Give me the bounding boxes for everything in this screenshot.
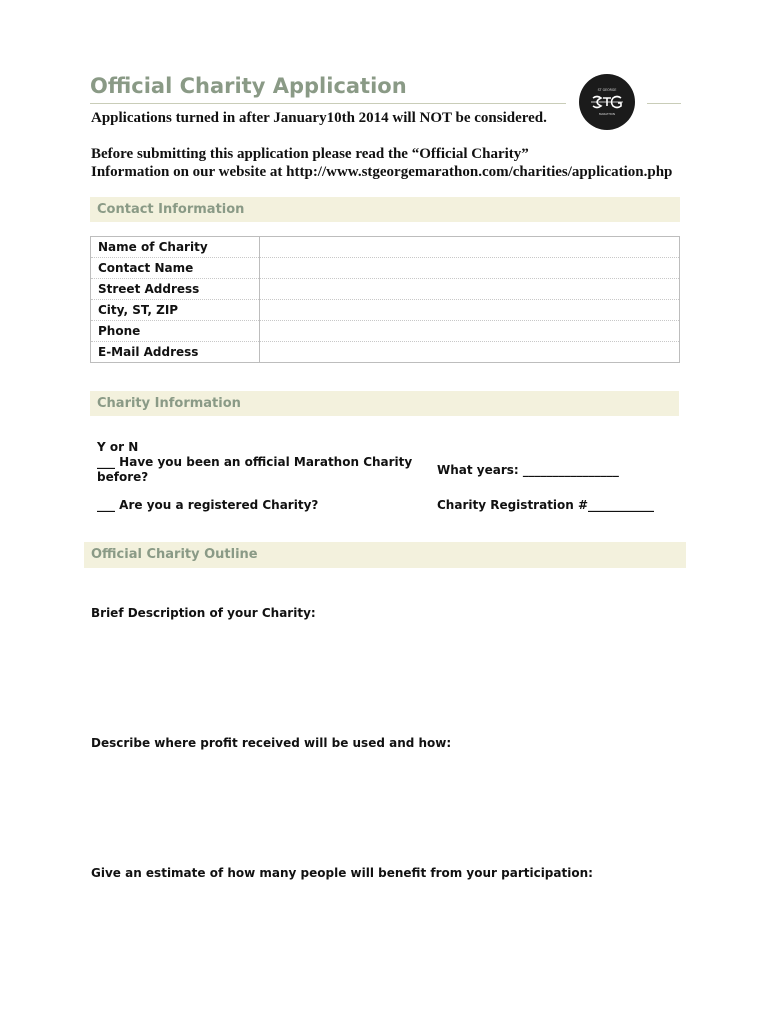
table-row xyxy=(91,300,680,321)
field-label: City, ST, ZIP xyxy=(91,300,260,321)
field-label: Phone xyxy=(91,321,260,342)
field-label: Contact Name xyxy=(91,258,260,279)
instructions-line-2: Information on our website at http://www.stgeorgemarathon.com/charities/application.php xyxy=(91,164,673,180)
table-row xyxy=(91,258,680,279)
street-address-field[interactable] xyxy=(260,279,680,300)
stg-marathon-logo-icon xyxy=(579,74,635,130)
table-row xyxy=(91,342,680,363)
profit-usage-prompt: Describe where profit received will be used and how: xyxy=(91,736,452,750)
charity-registration-field[interactable]: Charity Registration #___________ xyxy=(437,498,655,512)
page-title: Official Charity Application xyxy=(90,74,407,98)
instructions-line-1: Before submitting this application please read the “Official Charity” xyxy=(91,146,529,162)
contact-information-table xyxy=(90,236,680,363)
contact-name-field[interactable] xyxy=(260,258,680,279)
previous-charity-question[interactable]: ___ Have you been an official Marathon Charity xyxy=(97,455,413,469)
email-address-field[interactable] xyxy=(260,342,680,363)
phone-field[interactable] xyxy=(260,321,680,342)
field-label: E-Mail Address xyxy=(91,342,260,363)
registered-charity-question[interactable]: ___ Are you a registered Charity? xyxy=(97,498,319,512)
previous-charity-question-continued: before? xyxy=(97,470,149,484)
charity-information-heading: Charity Information xyxy=(90,391,679,416)
table-row xyxy=(91,321,680,342)
table-row xyxy=(91,279,680,300)
table-row xyxy=(91,237,680,258)
svg-text:ST GEORGE: ST GEORGE xyxy=(597,88,617,92)
svg-text:MARATHON: MARATHON xyxy=(599,112,615,116)
logo-divider xyxy=(647,103,681,104)
field-label: Street Address xyxy=(91,279,260,300)
official-charity-outline-heading: Official Charity Outline xyxy=(84,542,686,568)
deadline-notice: Applications turned in after January10th 2014 will NOT be considered. xyxy=(91,110,547,126)
city-st-zip-field[interactable] xyxy=(260,300,680,321)
beneficiaries-estimate-prompt: Give an estimate of how many people will benefit from your participation: xyxy=(91,866,593,880)
charity-description-prompt: Brief Description of your Charity: xyxy=(91,606,316,620)
title-divider xyxy=(90,103,566,104)
name-of-charity-field[interactable] xyxy=(260,237,680,258)
what-years-field[interactable]: What years: ________________ xyxy=(437,463,619,477)
field-label: Name of Charity xyxy=(91,237,260,258)
yes-no-label: Y or N xyxy=(97,440,139,454)
contact-information-heading: Contact Information xyxy=(90,197,680,222)
